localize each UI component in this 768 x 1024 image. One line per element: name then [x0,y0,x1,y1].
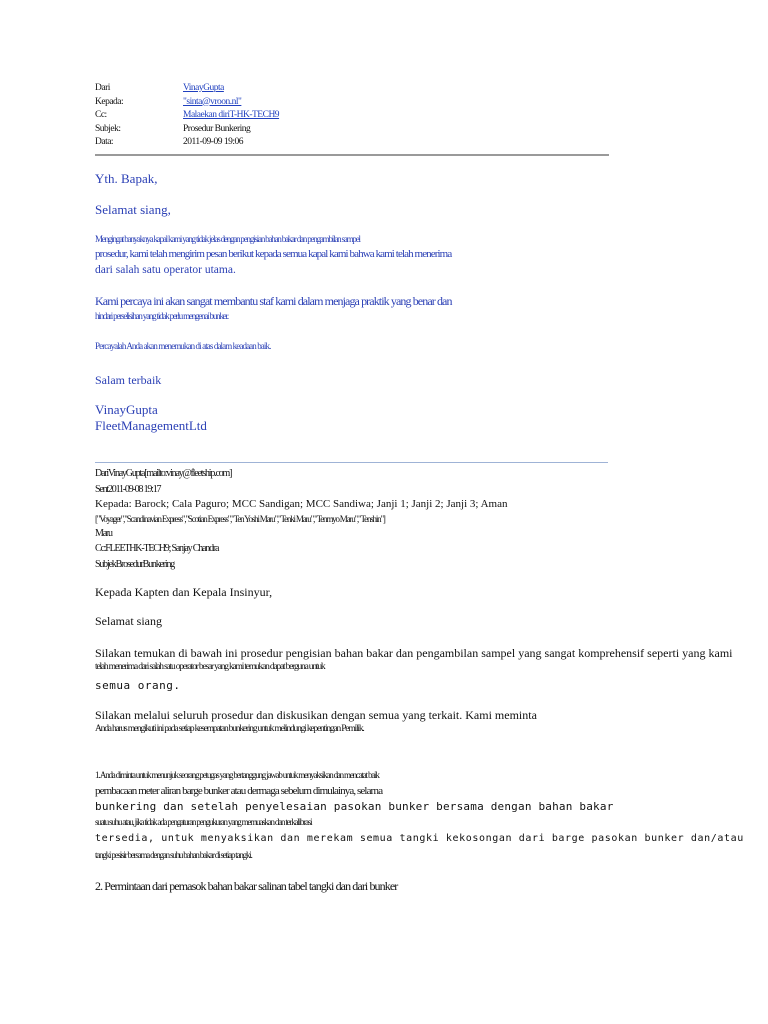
message-p2-line2: Anda harus mengikuti ini pada setiap kesempatan bunkering untuk melindungi kepentingan Pemilik. [95,724,364,734]
item1-line2: pembacaan meter aliran barge bunker atau dermaga sebelum dimulainya, selama [95,785,383,797]
email-header [95,82,615,150]
subject-value: Prosedur Bunkering [183,123,251,134]
message-p1-line2: telah menerima dari salah satu operator besar yang kami temukan dapat berguna untuk [95,662,325,672]
cc-link[interactable]: Malaekan diriT-HK-TECH9 [183,110,280,120]
header-divider [95,154,609,156]
body-para2-line2: hindari perselisihan yang tidak perlu mengenai bunker. [95,311,228,321]
message-p1-line1: Silakan temukan di bawah ini prosedur pengisian bahan bakar dan pengambilan sampel yang sangat komprehensif seperti yang kami [95,646,733,660]
forward-cc: Cc:FLEETHK-TECH9; Sanjay Chandra [95,543,219,554]
forward-from: DariVinayGupta[mailto:vinay@fleetship.com] [95,468,232,479]
header-row-from [95,82,615,96]
body-para3: Percayalah Anda akan menemukan di atas dalam keadaan baik. [95,341,271,351]
forward-sent: Sent2011-09-08 19:17 [95,484,161,495]
header-row-subject [95,123,615,137]
date-value: 2011-09-09 19:06 [183,137,243,147]
item1-line1: 1. Anda diminta untuk menunjuk seorang petugas yang bertanggung jawab untuk menyaksikan dan mencatat baik [95,770,379,780]
item2-line1: 2. Permintaan dari pemasok bahan bakar salinan tabel tangki dan dari bunker [95,879,398,893]
forward-maru: Maru [95,528,112,539]
forward-to-continued: ["Voyager","Scandinavian Express","Scotian Express","Ten Yoshi Maru","Tenki Maru","Tenmyo Maru","Tenshin"] [95,514,385,524]
header-label-cc: Cc: [95,110,107,120]
body-para1-line2: prosedur, kami telah mengirim pesan berikut kepada semua kapal kami bahwa kami telah menerima [95,248,452,260]
signature-company: FleetManagementLtd [95,418,207,433]
message-p1-line3: semua orang. [95,679,181,692]
forward-divider [95,462,608,463]
message-salutation: Selamat siang [95,614,162,628]
item1-line4: suatu suhu atau, jika tidak ada pengaturan pengukuran yang memuaskan dan terkalibrasi [95,817,312,827]
header-row-to [95,96,615,110]
sender-link[interactable]: VinayGupta [183,83,224,93]
item1-line5: tersedia, untuk menyaksikan dan merekam semua tangki kekosongan dari barge pasokan bunker dan/atau [95,833,744,844]
salutation: Selamat siang, [95,202,171,217]
closing: Salam terbaik [95,373,162,387]
item1-line3: bunkering dan setelah penyelesaian pasokan bunker bersama dengan bahan bakar [95,800,614,813]
header-row-date [95,136,615,150]
recipient-link[interactable]: "sinta@vroon.nl" [183,96,242,107]
forward-subject: SubjekBrosedurBunkering [95,559,175,570]
body-para1-line3: dari salah satu operator utama. [95,264,236,276]
item1-line6: tangki pesisir bersama dengan suhu bahan bakar di setiap tangki. [95,850,252,860]
header-label-date: Data: [95,137,114,147]
greeting: Yth. Bapak, [95,171,158,186]
header-row-cc [95,109,615,123]
message-addressee: Kepada Kapten dan Kepala Insinyur, [95,585,273,599]
header-label-from: Dari [95,83,110,93]
signature-name: VinayGupta [95,402,158,417]
forward-to: Kepada: Barock; Cala Paguro; MCC Sandigan; MCC Sandiwa; Janji 1; Janji 2; Janji 3; Aman [95,498,508,510]
body-para1-line1: Mengingat banyaknya kapal kami yang tidak jelas dengan pengisian bahan bakar dan pengambilan sampel [95,234,360,244]
body-para2-line1: Kami percaya ini akan sangat membantu staf kami dalam menjaga praktik yang benar dan [95,294,452,308]
message-p2-line1: Silakan melalui seluruh prosedur dan diskusikan dengan semua yang terkait. Kami meminta [95,708,537,722]
header-label-subject: Subjek: [95,123,121,134]
header-label-to: Kepada: [95,96,124,107]
